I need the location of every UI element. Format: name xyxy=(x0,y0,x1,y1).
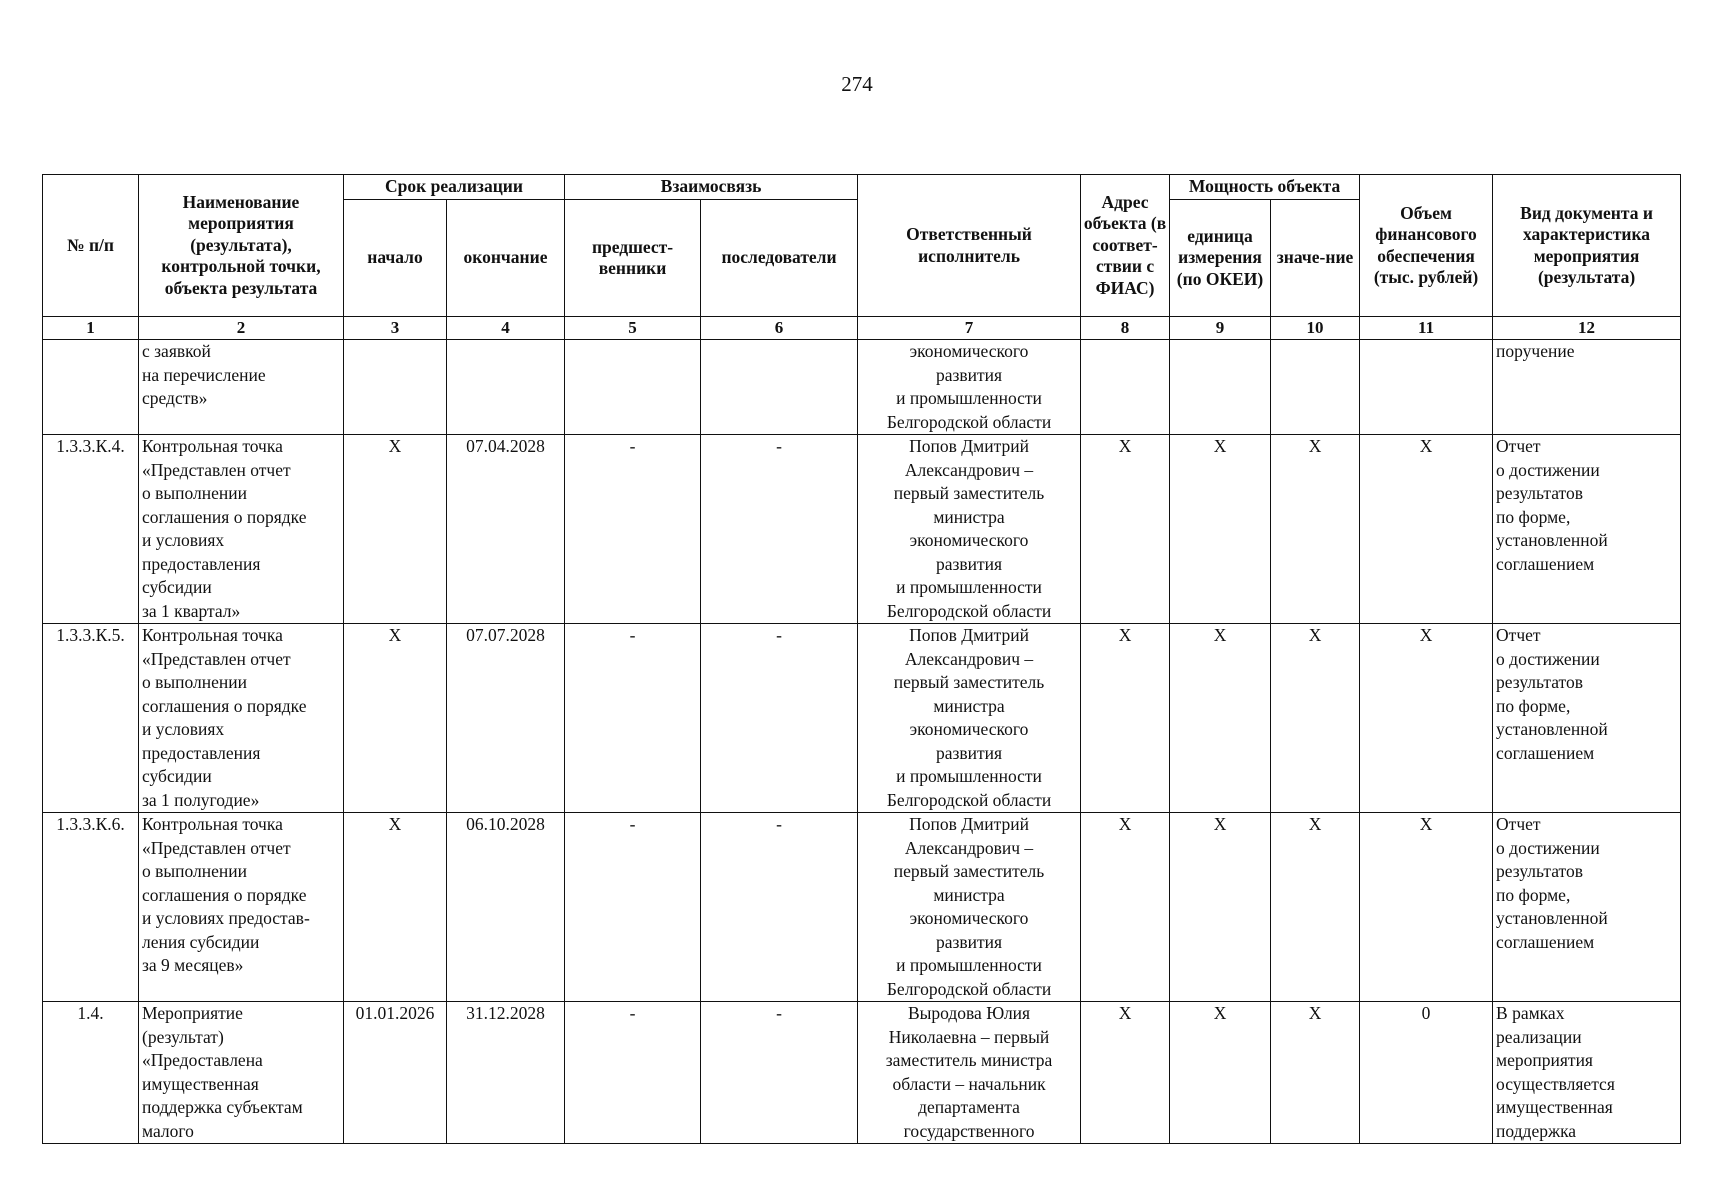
row-value: X xyxy=(1271,1002,1360,1144)
row-name: Контрольная точка «Представлен отчет о выполнении соглашения о порядке и условиях предоставления субсидии за 1 полугодие» xyxy=(139,624,344,813)
header-doc: Вид документа и характеристика мероприятия (результата) xyxy=(1493,175,1681,317)
row-end: 06.10.2028 xyxy=(447,813,565,1002)
column-number-3: 3 xyxy=(344,317,447,340)
row-unit: X xyxy=(1170,813,1271,1002)
row-responsible: экономического развития и промышленности Белгородской области xyxy=(858,340,1081,435)
row-value: X xyxy=(1271,435,1360,624)
column-number-6: 6 xyxy=(701,317,858,340)
row-finance: X xyxy=(1360,435,1493,624)
header-term-group: Срок реализации xyxy=(344,175,565,200)
row-pred xyxy=(565,340,701,435)
row-responsible: Попов Дмитрий Александрович – первый заместитель министра экономического развития и промышленности Белгородской области xyxy=(858,435,1081,624)
row-succ: - xyxy=(701,435,858,624)
column-number-11: 11 xyxy=(1360,317,1493,340)
table-body xyxy=(43,340,1681,1144)
header-link-pred: предшест-венники xyxy=(565,200,701,317)
row-succ: - xyxy=(701,813,858,1002)
row-responsible: Попов Дмитрий Александрович – первый заместитель министра экономического развития и промышленности Белгородской области xyxy=(858,813,1081,1002)
row-value: X xyxy=(1271,813,1360,1002)
column-number-7: 7 xyxy=(858,317,1081,340)
header-term-start: начало xyxy=(344,200,447,317)
row-unit: X xyxy=(1170,435,1271,624)
row-start: X xyxy=(344,813,447,1002)
header-unit: единица измерения (по ОКЕИ) xyxy=(1170,200,1271,317)
row-responsible: Выродова Юлия Николаевна – первый заместитель министра области – начальник департамента государственного xyxy=(858,1002,1081,1144)
row-end xyxy=(447,340,565,435)
row-number: 1.3.3.К.6. xyxy=(43,813,139,1002)
table-row xyxy=(43,340,1681,435)
header-value: значе-ние xyxy=(1271,200,1360,317)
row-doc: В рамках реализации мероприятия осуществляется имущественная поддержка xyxy=(1493,1002,1681,1144)
row-doc: Отчет о достижении результатов по форме, установленной соглашением xyxy=(1493,624,1681,813)
row-number: 1.4. xyxy=(43,1002,139,1144)
row-succ: - xyxy=(701,624,858,813)
row-address: X xyxy=(1081,1002,1170,1144)
column-number-10: 10 xyxy=(1271,317,1360,340)
row-finance: X xyxy=(1360,813,1493,1002)
header-link-group: Взаимосвязь xyxy=(565,175,858,200)
row-pred: - xyxy=(565,435,701,624)
row-finance xyxy=(1360,340,1493,435)
column-number-5: 5 xyxy=(565,317,701,340)
header-no: № п/п xyxy=(43,175,139,317)
row-number: 1.3.3.К.4. xyxy=(43,435,139,624)
row-unit: X xyxy=(1170,1002,1271,1144)
column-number-2: 2 xyxy=(139,317,344,340)
row-address: X xyxy=(1081,813,1170,1002)
row-end: 31.12.2028 xyxy=(447,1002,565,1144)
row-address: X xyxy=(1081,435,1170,624)
row-unit: X xyxy=(1170,624,1271,813)
column-number-9: 9 xyxy=(1170,317,1271,340)
row-value: X xyxy=(1271,624,1360,813)
table-row xyxy=(43,1002,1681,1144)
page-number: 274 xyxy=(841,72,873,96)
header-finance: Объем финансового обеспечения (тыс. рублей) xyxy=(1360,175,1493,317)
row-name: с заявкой на перечисление средств» xyxy=(139,340,344,435)
row-pred: - xyxy=(565,813,701,1002)
row-pred: - xyxy=(565,624,701,813)
row-name: Мероприятие (результат) «Предоставлена имущественная поддержка субъектам малого xyxy=(139,1002,344,1144)
header-name: Наименование мероприятия (результата), контрольной точки, объекта результата xyxy=(139,175,344,317)
table-row xyxy=(43,435,1681,624)
row-number: 1.3.3.К.5. xyxy=(43,624,139,813)
column-number-8: 8 xyxy=(1081,317,1170,340)
header-address: Адрес объекта (в соответ-ствии с ФИАС) xyxy=(1081,175,1170,317)
row-end: 07.07.2028 xyxy=(447,624,565,813)
table-row xyxy=(43,624,1681,813)
row-doc: Отчет о достижении результатов по форме, установленной соглашением xyxy=(1493,813,1681,1002)
table-row xyxy=(43,813,1681,1002)
row-doc: поручение xyxy=(1493,340,1681,435)
header-term-end: окончание xyxy=(447,200,565,317)
row-finance: 0 xyxy=(1360,1002,1493,1144)
column-number-12: 12 xyxy=(1493,317,1681,340)
row-succ xyxy=(701,340,858,435)
row-finance: X xyxy=(1360,624,1493,813)
row-start: 01.01.2026 xyxy=(344,1002,447,1144)
row-doc: Отчет о достижении результатов по форме, установленной соглашением xyxy=(1493,435,1681,624)
column-number-4: 4 xyxy=(447,317,565,340)
row-end: 07.04.2028 xyxy=(447,435,565,624)
row-responsible: Попов Дмитрий Александрович – первый заместитель министра экономического развития и промышленности Белгородской области xyxy=(858,624,1081,813)
column-number-row xyxy=(43,317,1681,340)
plan-table xyxy=(42,174,1681,1144)
row-succ: - xyxy=(701,1002,858,1144)
row-start: X xyxy=(344,624,447,813)
row-start xyxy=(344,340,447,435)
row-address xyxy=(1081,340,1170,435)
header-link-succ: последователи xyxy=(701,200,858,317)
header-responsible: Ответственный исполнитель xyxy=(858,175,1081,317)
row-unit xyxy=(1170,340,1271,435)
row-number xyxy=(43,340,139,435)
row-start: X xyxy=(344,435,447,624)
row-address: X xyxy=(1081,624,1170,813)
row-value xyxy=(1271,340,1360,435)
row-name: Контрольная точка «Представлен отчет о выполнении соглашения о порядке и условиях предостав- ления субсидии за 9 месяцев» xyxy=(139,813,344,1002)
row-name: Контрольная точка «Представлен отчет о выполнении соглашения о порядке и условиях предоставления субсидии за 1 квартал» xyxy=(139,435,344,624)
column-number-1: 1 xyxy=(43,317,139,340)
header-capacity-group: Мощность объекта xyxy=(1170,175,1360,200)
row-pred: - xyxy=(565,1002,701,1144)
